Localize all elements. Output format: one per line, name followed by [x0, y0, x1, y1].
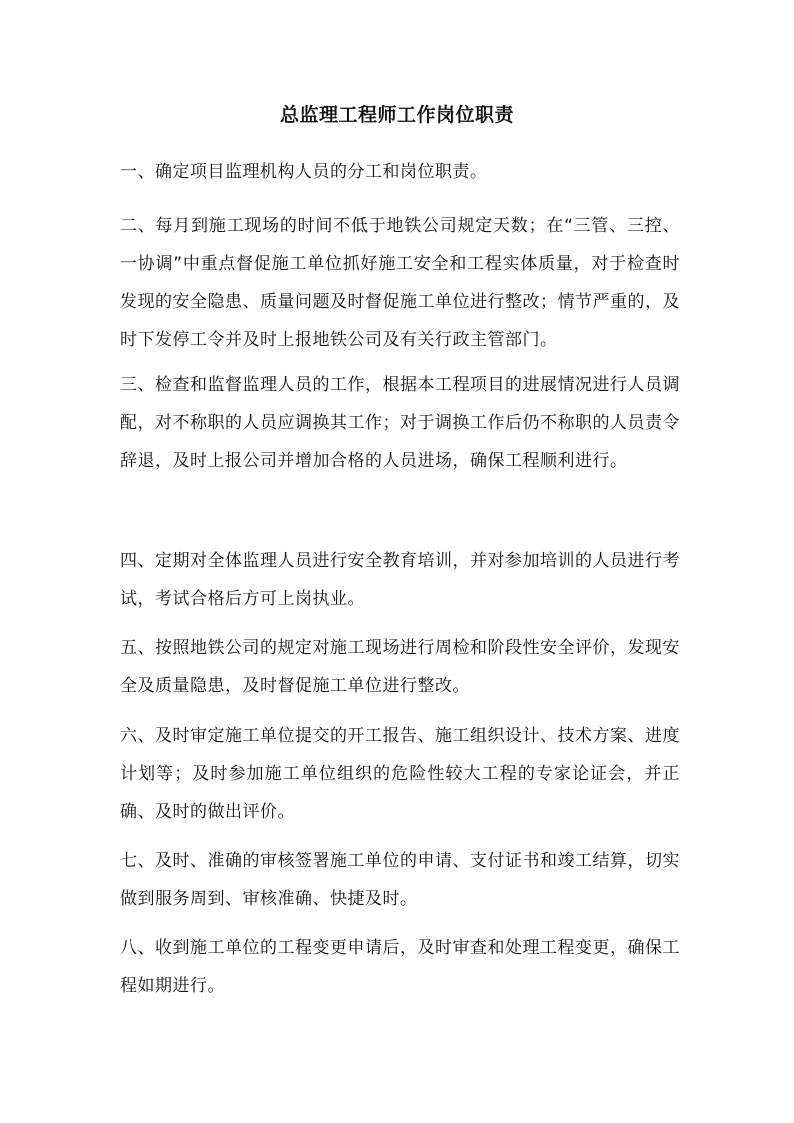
document-title: 总监理工程师工作岗位职责: [279, 104, 514, 126]
duty-item-5: 五、按照地铁公司的规定对施工现场进行周检和阶段性安全评价，发现安全及质量隐患，及时督促施工单位进行整改。: [120, 638, 680, 696]
duty-item-6: 六、及时审定施工单位提交的开工报告、施工组织设计、技术方案、进度计划等；及时参加施工单位组织的危险性较大工程的专家论证会，并正确、及时的做出评价。: [120, 726, 680, 822]
duty-item-3: 三、检查和监督监理人员的工作，根据本工程项目的进展情况进行人员调配，对不称职的人员应调换其工作；对于调换工作后仍不称职的人员责令辞退，及时上报公司并增加合格的人员进场，确保工程顺利进行。: [120, 375, 680, 471]
duty-item-7: 七、及时、准确的审核签署施工单位的申请、支付证书和竣工结算，切实做到服务周到、审核准确、快捷及时。: [120, 851, 680, 909]
duty-item-1: 一、确定项目监理机构人员的分工和岗位职责。: [120, 162, 488, 182]
duty-item-4: 四、定期对全体监理人员进行安全教育培训，并对参加培训的人员进行考试，考试合格后方可上岗执业。: [120, 551, 680, 609]
duty-item-8: 八、收到施工单位的工程变更申请后，及时审查和处理工程变更，确保工程如期进行。: [120, 938, 680, 996]
duty-item-2: 二、每月到施工现场的时间不低于地铁公司规定天数；在“三管、三控、一协调”中重点督促施工单位抓好施工安全和工程实体质量，对于检查时发现的安全隐患、质量问题及时督促施工单位进行整改；情节严重的，及时下发停工令并及时上报地铁公司及有关行政主管部门。: [120, 216, 680, 350]
